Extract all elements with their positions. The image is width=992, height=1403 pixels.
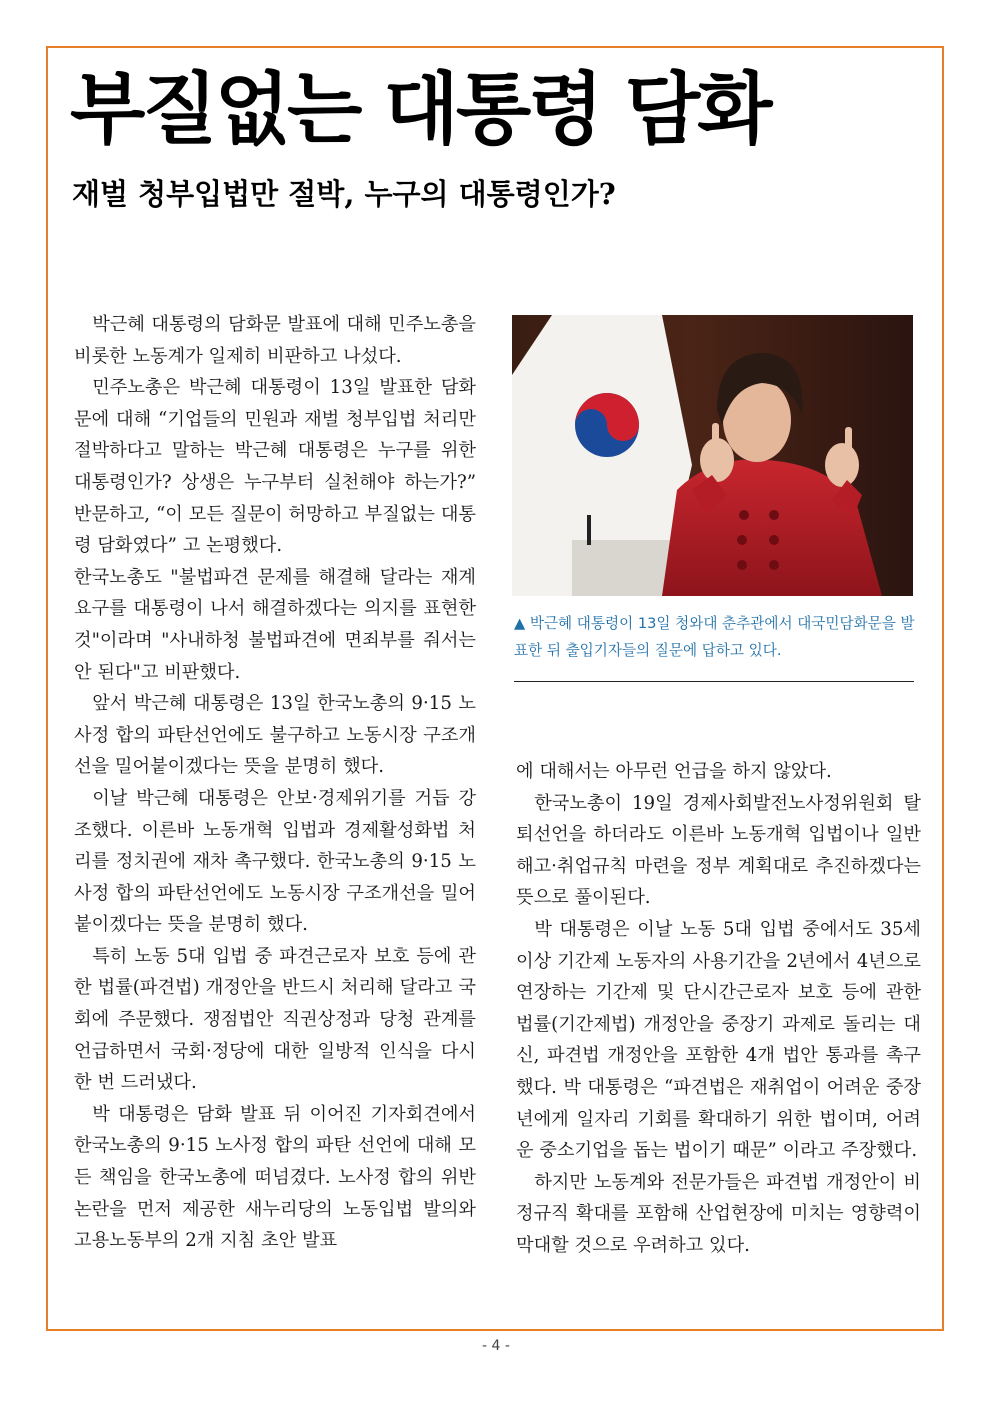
paragraph: 박 대통령은 담화 발표 뒤 이어진 기자회견에서 한국노총의 9·15 노사정 합의 파탄 선언에 대해 모든 책임을 한국노총에 떠넘겼다. 노사정 합의 위반 논란을 먼저 제공한 새누리당의 노동입법 발의와 고용노동부의 2개 지침 초안 발표: [74, 1103, 476, 1252]
paragraph: 에 대해서는 아무런 언급을 하지 않았다.: [516, 761, 832, 782]
photo-caption: ▲ 박근혜 대통령이 13일 청와대 춘추관에서 대국민담화문을 발표한 뒤 출입기자들의 질문에 답하고 있다.: [514, 615, 915, 659]
article-subhead: 재벌 청부입법만 절박, 누구의 대통령인가?: [72, 177, 616, 211]
paragraph: 한국노총도 "불법파견 문제를 해결해 달라는 재계 요구를 대통령이 나서 해결하겠다는 의지를 표현한 것"이라며 "사내하청 불법파견에 면죄부를 줘서는 안 된다"고 비판했다.: [74, 566, 476, 683]
paragraph: 박근혜 대통령의 담화문 발표에 대해 민주노총을 비롯한 노동계가 일제히 비판하고 나섰다.: [74, 314, 476, 367]
article-photo: [512, 315, 913, 596]
paragraph: 민주노총은 박근혜 대통령이 13일 발표한 담화문에 대해 “기업들의 민원과 재벌 청부입법 처리만 절박하다고 말하는 박근혜 대통령은 누구를 위한 대통령인가? 상생은 누구부터 실천해야 하는가?” 반문하고, “이 모든 질문이 허망하고 부질없는 대통령 담화였다” 고 논평했다.: [74, 377, 476, 557]
paragraph: 앞서 박근혜 대통령은 13일 한국노총의 9·15 노사정 합의 파탄선언에도 불구하고 노동시장 구조개선을 밀어붙이겠다는 뜻을 분명히 했다.: [74, 693, 476, 778]
page-number: - 4 -: [482, 1338, 510, 1354]
caption-divider: [514, 681, 914, 682]
article-headline: 부질없는 대통령 담화: [70, 65, 770, 155]
paragraph: 박 대통령은 이날 노동 5대 입법 중에서도 35세 이상 기간제 노동자의 사용기간을 2년에서 4년으로 연장하는 기간제 및 단시간근로자 보호 등에 관한 법률(기간제법) 개정안을 중장기 과제로 돌리는 대신, 파견법 개정안을 포함한 4개 법안 통과를 촉구했다. 박 대통령은 “파견법은 재취업이 어려운 중장년에게 일자리 기회를 확대하기 위한 법이며, 어려운 중소기업을 돕는 법이기 때문” 이라고 주장했다.: [516, 918, 921, 1162]
paragraph: 한국노총이 19일 경제사회발전노사정위원회 탈퇴선언을 하더라도 이른바 노동개혁 입법이나 일반해고·취업규칙 마련을 정부 계획대로 추진하겠다는 뜻으로 풀이된다.: [516, 792, 921, 909]
article-column-left: [74, 309, 476, 1257]
paragraph: 이날 박근혜 대통령은 안보·경제위기를 거듭 강조했다. 이른바 노동개혁 입법과 경제활성화법 처리를 정치권에 재차 촉구했다. 한국노총의 9·15 노사정 합의 파탄선언에도 노동시장 구조개선을 밀어붙이겠다는 뜻을 분명히 했다.: [74, 787, 476, 936]
paragraph: 특히 노동 5대 입법 중 파견근로자 보호 등에 관한 법률(파견법) 개정안을 반드시 처리해 달라고 국회에 주문했다. 쟁점법안 직권상정과 당청 관계를 언급하면서 국회·정당에 대한 일방적 인식을 다시 한 번 드러냈다.: [74, 945, 476, 1094]
paragraph: 하지만 노동계와 전문가들은 파견법 개정안이 비정규직 확대를 포함해 산업현장에 미치는 영향력이 막대할 것으로 우려하고 있다.: [516, 1171, 921, 1256]
article-column-right: [516, 756, 921, 1262]
